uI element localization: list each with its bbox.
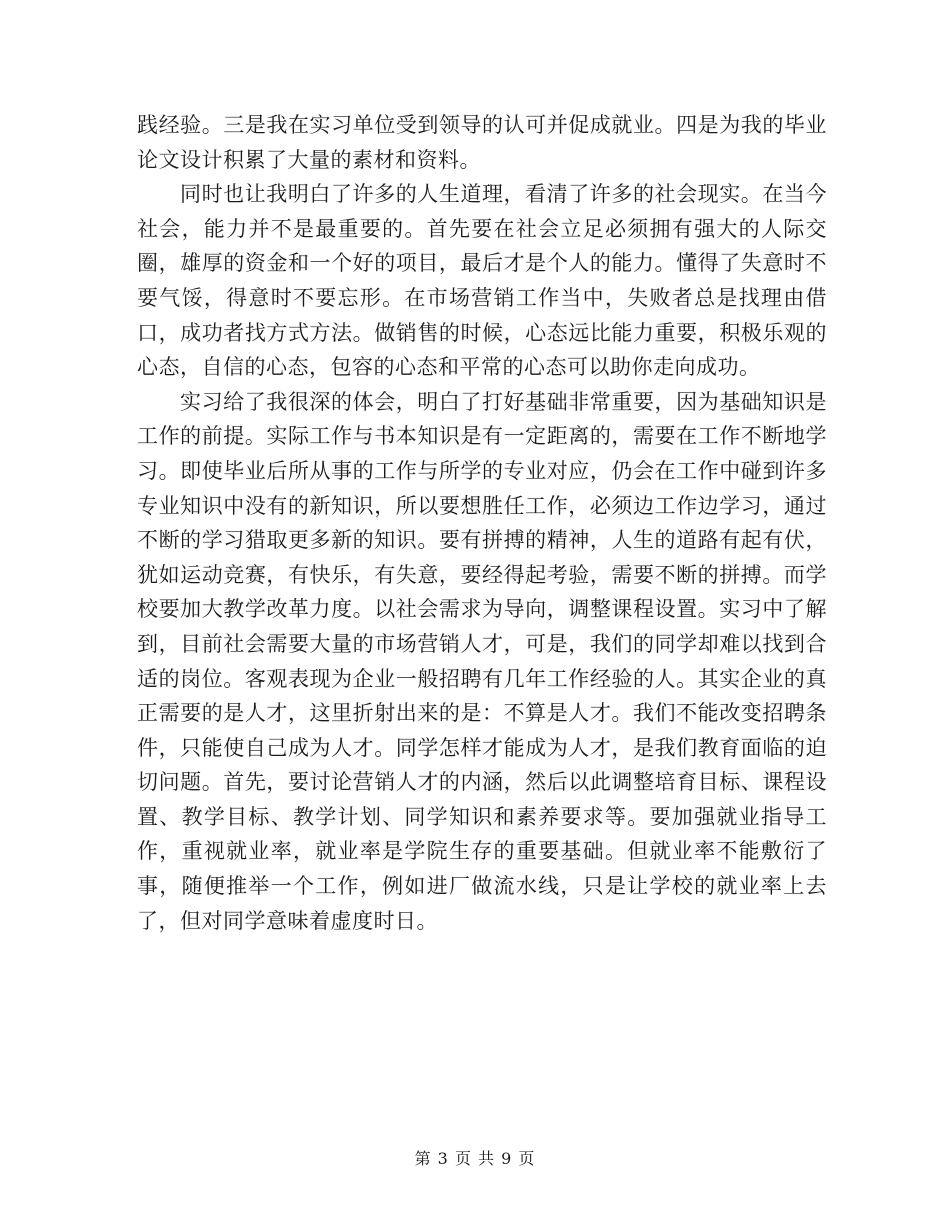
paragraph-continuation: 践经验。三是我在实习单位受到领导的认可并促成就业。四是为我的毕业论文设计积累了大量的素材和资料。 [137,113,827,172]
page-footer: 第 3 页 共 9 页 [414,1149,536,1168]
paragraph-internship-reflection: 实习给了我很深的体会，明白了打好基础非常重要，因为基础知识是工作的前提。实际工作与书本知识是有一定距离的，需要在工作不断地学习。即使毕业后所从事的工作与所学的专业对应，仍会在工作中碰到许多专业知识中没有的新知识，所以要想胜任工作，必须边工作边学习，通过不断的学习猎取更多新的知识。要有拼搏的精神，人生的道路有起有伏，犹如运动竞赛，有快乐，有失意，要经得起考验，需要不断的拼搏。而学校要加大教学改革力度。以社会需求为导向，调整课程设置。实习中了解到，目前社会需要大量的市场营销人才，可是，我们的同学却难以找到合适的岗位。客观表现为企业一般招聘有几年工作经验的人。其实企业的真正需要的是人才，这里折射出来的是：不算是人才。我们不能改变招聘条件，只能使自己成为人才。同学怎样才能成为人才，是我们教育面临的迫切问题。首先，要讨论营销人才的内涵，然后以此调整培育目标、课程设置、教学目标、教学计划、同学知识和素养要求等。要加强就业指导工作，重视就业率，就业率是学院生存的重要基础。但就业率不能敷衍了事，随便推举一个工作，例如进厂做流水线，只是让学校的就业率上去了，但对同学意味着虚度时日。 [137,389,827,933]
document-body [137,108,827,938]
paragraph-life-lessons: 同时也让我明白了许多的人生道理，看清了许多的社会现实。在当今社会，能力并不是最重要的。首先要在社会立足必须拥有强大的人际交圈，雄厚的资金和一个好的项目，最后才是个人的能力。懂得了失意时不要气馁，得意时不要忘形。在市场营销工作当中，失败者总是找理由借口，成功者找方式方法。做销售的时候，心态远比能力重要，积极乐观的心态，自信的心态，包容的心态和平常的心态可以助你走向成功。 [137,182,827,380]
